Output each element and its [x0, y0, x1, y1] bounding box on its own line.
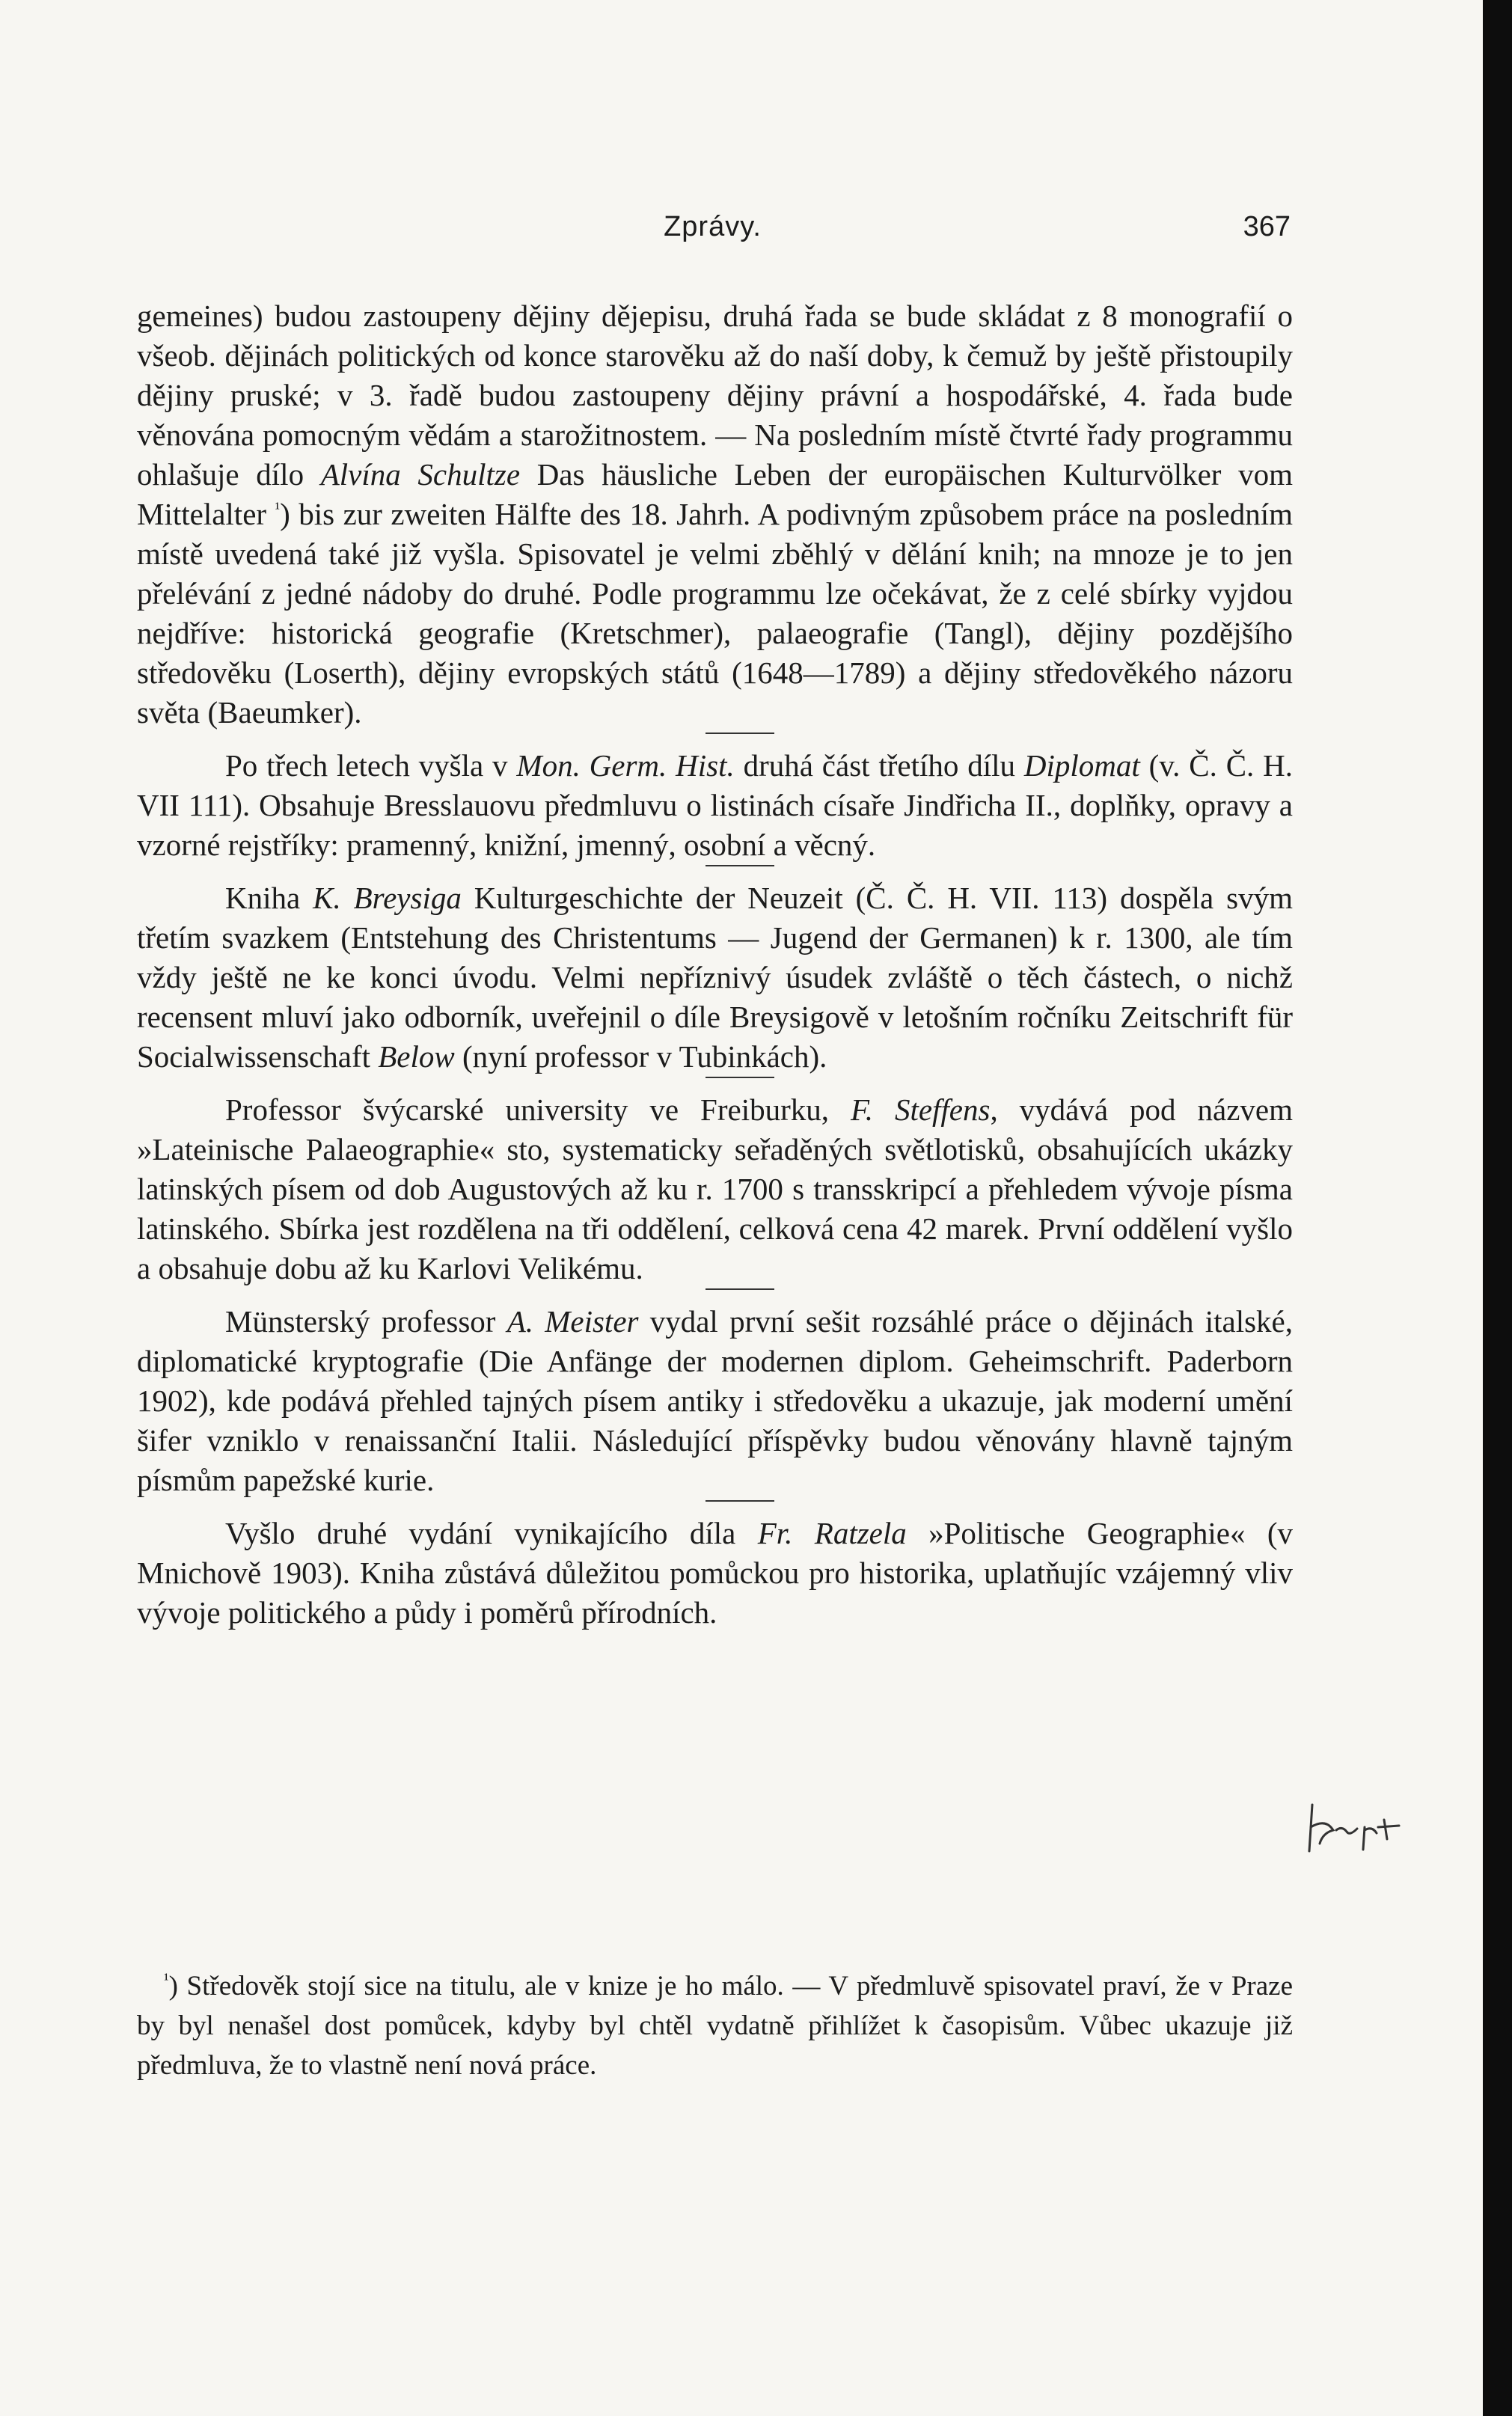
author-name: Alvína Schultze	[320, 457, 521, 492]
author-name: Below	[378, 1039, 455, 1074]
author-name: K. Breysiga	[313, 881, 462, 915]
work-title: Diplomat	[1023, 748, 1140, 783]
author-name: A. Meister	[506, 1304, 639, 1339]
footnote	[137, 1966, 1293, 2085]
section-separator	[706, 865, 774, 866]
footnote-marker: ¹	[164, 1969, 169, 1989]
footnote-text: $^{^1}$) Středověk stojí sice na titulu, ale v knize je ho málo. — V předmluvě spisovatel praví, že v Praze by byl nenašel dost pomůcek, kdyby byl chtěl vydatně přihlížet k časopisům. Vůbec ukazuje již předmluva, že to vlastně není nová práce.	[137, 1969, 1293, 2081]
page-header	[135, 211, 1291, 256]
page-number: 367	[1243, 211, 1291, 242]
scan-edge	[1483, 0, 1512, 2416]
handwritten-margin-note	[1303, 1797, 1415, 1857]
paragraph-6: Vyšlo druhé vydání vynikajícího díla Fr. Ratzela »Politische Geographie« (v Mnichově 1903). Kniha zůstává důležitou pomůckou pro historika, uplatňujíc vzájemný vliv vývoje politického a půdy i poměrů přírodních.	[137, 1516, 1293, 1630]
page-title: Zprávy.	[664, 211, 762, 242]
author-name: F. Steffens	[850, 1092, 991, 1127]
journal-name: Mon. Germ. Hist.	[516, 748, 735, 783]
paragraph-4: Professor švýcarské university ve Freiburku, F. Steffens, vydává pod názvem »Lateinische Palaeographie« sto, systematicky seřaděných světlotisků, obsahujících ukázky latinských písem od dob Augustových až ku r. 1700 s transskripcí a přehledem vývoje písma latinského. Sbírka jest rozdělena na tři oddělení, celková cena 42 marek. První oddělení vyšlo a obsahuje dobu až ku Karlovi Velikému.	[137, 1092, 1293, 1285]
author-name: Fr. Ratzela	[757, 1516, 907, 1550]
section-separator	[706, 733, 774, 734]
paragraph-3: Kniha K. Breysiga Kulturgeschichte der Neuzeit (Č. Č. H. VII. 113) dospěla svým třetím svazkem (Entstehung des Christentums — Jugend der Germanen) k r. 1300, ale tím vždy ještě ne ke konci úvodu. Velmi nepříznivý úsudek zvláště o těch částech, o nichž recensent mluví jako odborník, uveřejnil o díle Breysigově v letošním ročníku Zeitschrift für Socialwissenschaft Below (nyní professor v Tubinkách).	[137, 881, 1293, 1074]
section-separator	[706, 1500, 774, 1502]
section-separator	[706, 1077, 774, 1078]
paragraph-2: Po třech letech vyšla v Mon. Germ. Hist. druhá část třetího dílu Diplomat (v. Č. Č. H. VII 111). Obsahuje Bresslauovu předmluvu o listinách císaře Jindřicha II., doplňky, opravy a vzorné rejstříky: pramenný, knižní, jmenný, osobní a věcný.	[137, 748, 1294, 862]
footnote-ref: ¹	[275, 498, 281, 518]
article-body	[137, 296, 1293, 1633]
paragraph-1: gemeines) budou zastoupeny dějiny dějepisu, druhá řada se bude skládat z 8 monografií o všeob. dějinách politických od konce starověku až do naší doby, k čemuž by ještě přistoupily dějiny pruské; v 3. řadě budou zastoupeny dějiny právní a hospodářské, 4. řada bude věnována pomocným vědám a starožitnostem. — Na posledním místě čtvrté řady programmu ohlašuje dílo Alvína Schultze Das häusliche Leben der europäischen Kulturvölker vom Mittelalter $^{^1}$) bis zur zweiten Hälfte des 18. Jahrh. A podivným způsobem práce na posledním místě uvedená také již vyšla. Spisovatel je velmi zběhlý v dělání knih; na mnoze je to jen přelévání z jedné nádoby do druhé. Podle programmu lze očekávat, že z celé sbírky vyjdou nejdříve: historická geografie (Kretschmer), palaeografie (Tangl), dějiny pozdějšího středověku (Loserth), dějiny evropských států (1648—1789) a dějiny středověkého názoru světa (Baeumker).	[137, 299, 1293, 730]
paragraph-5: Münsterský professor A. Meister vydal první sešit rozsáhlé práce o dějinách italské, diplomatické kryptografie (Die Anfänge der modernen diplom. Geheimschrift. Paderborn 1902), kde podává přehled tajných písem antiky i středověku a ukazuje, jak moderní umění šifer vzniklo v renaissanční Italii. Následující příspěvky budou věnovány hlavně tajným písmům papežské kurie.	[137, 1304, 1293, 1497]
section-separator	[706, 1288, 774, 1290]
